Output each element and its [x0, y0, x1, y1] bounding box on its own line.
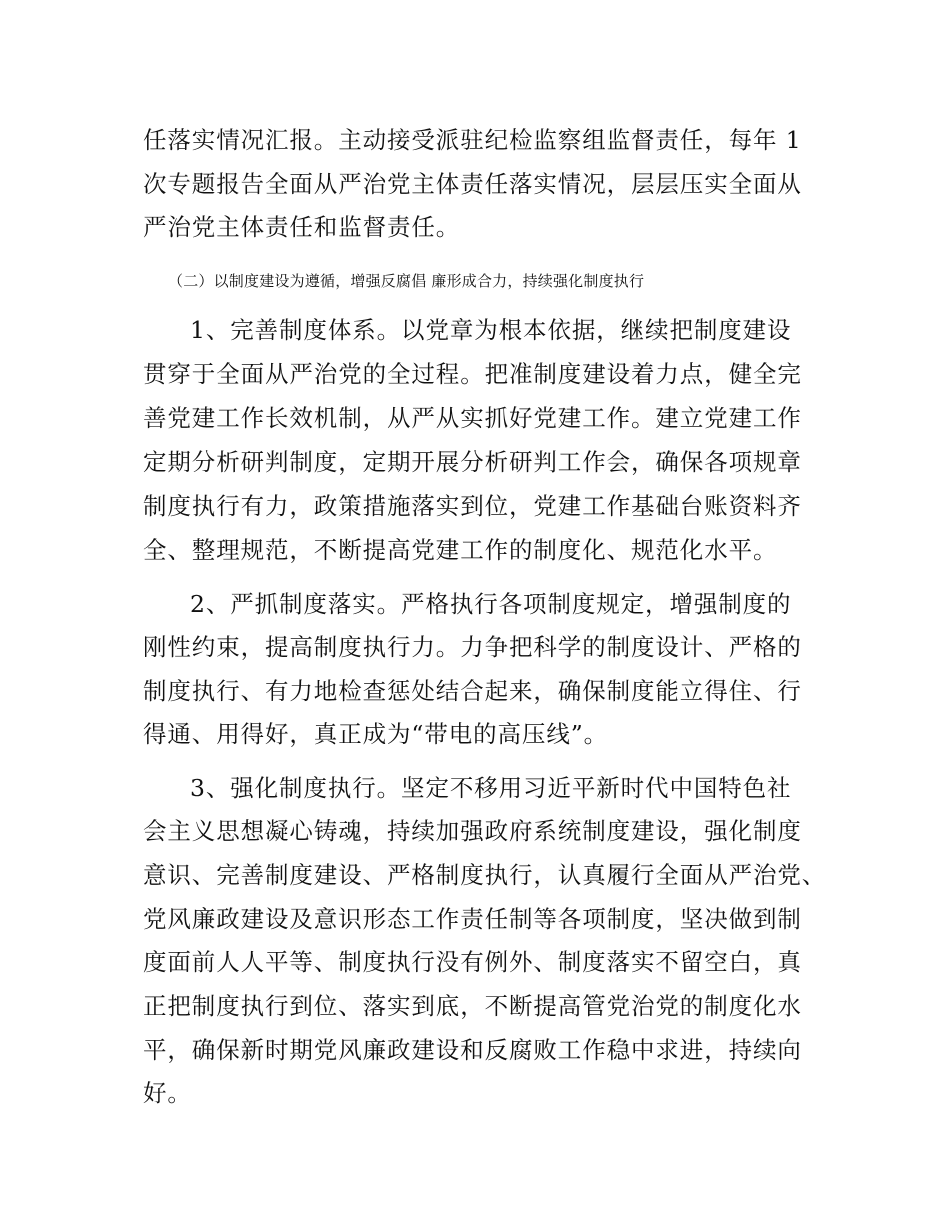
text-line: 平，确保新时期党风廉政建设和反腐败工作稳中求进，持续向	[143, 1036, 802, 1064]
text-line: 好。	[143, 1079, 192, 1107]
text-line: 度面前人人平等、制度执行没有例外、制度落实不留空白，真	[143, 948, 802, 976]
text-line: 制度执行、有力地检查惩处结合起来，确保制度能立得住、行	[143, 677, 802, 705]
text-line: 正把制度执行到位、落实到底，不断提高管党治党的制度化水	[143, 992, 802, 1020]
text-line: 次专题报告全面从严治党主体责任落实情况，层层压实全面从	[143, 170, 802, 198]
text-line: 善党建工作长效机制，从严从实抓好党建工作。建立党建工作	[143, 404, 802, 432]
text-line: 得通、用得好，真正成为“带电的高压线”。	[143, 720, 609, 748]
text-line: 2、严抓制度落实。严格执行各项制度规定，增强制度的	[190, 590, 792, 618]
text-line: 严治党主体责任和监督责任。	[143, 213, 461, 241]
text-line: 意识、完善制度建设、严格制度执行，认真履行全面从严治党、	[143, 861, 827, 889]
section-subheading: （二）以制度建设为遵循，增强反腐倡 廉形成合力，持续强化制度执行	[168, 272, 645, 290]
text-line: 任落实情况汇报。主动接受派驻纪检监察组监督责任，每年 1	[143, 126, 802, 154]
text-line: 1、完善制度体系。以党章为根本依据，继续把制度建设	[190, 316, 792, 344]
text-line: 党风廉政建设及意识形态工作责任制等各项制度，坚决做到制	[143, 905, 802, 933]
text-line: 制度执行有力，政策措施落实到位，党建工作基础台账资料齐	[143, 492, 802, 520]
text-line: 贯穿于全面从严治党的全过程。把准制度建设着力点，健全完	[143, 360, 802, 388]
text-line: 定期分析研判制度，定期开展分析研判工作会，确保各项规章	[143, 448, 802, 476]
text-line: 全、整理规范，不断提高党建工作的制度化、规范化水平。	[143, 536, 778, 564]
text-line: 3、强化制度执行。坚定不移用习近平新时代中国特色社	[190, 774, 792, 802]
text-line: 会主义思想凝心铸魂，持续加强政府系统制度建设，强化制度	[143, 817, 802, 845]
text-line: 刚性约束，提高制度执行力。力争把科学的制度设计、严格的	[143, 633, 802, 661]
